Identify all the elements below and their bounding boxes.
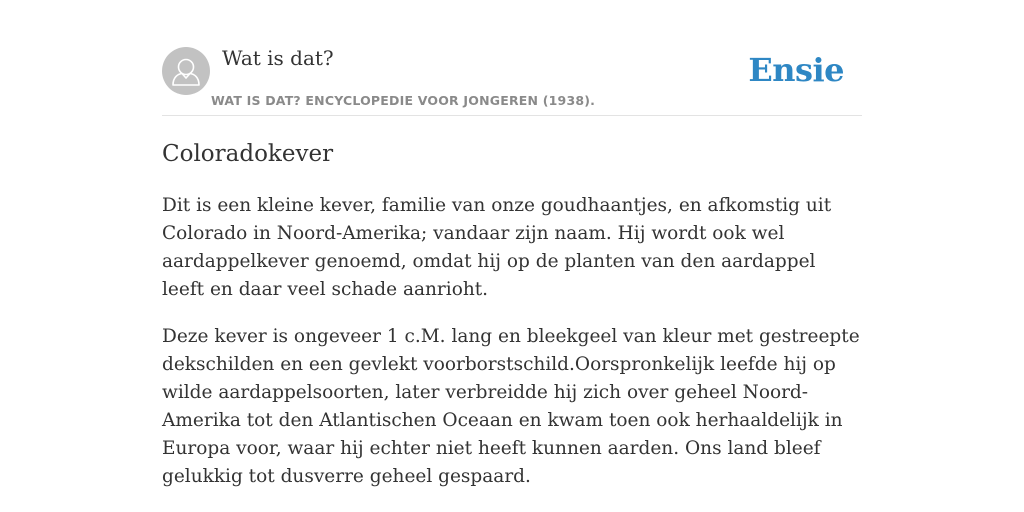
entry-body — [162, 192, 862, 510]
entry-paragraph: Dit is een kleine kever, familie van onze goudhaantjes, en afkomstig uit Colorado in Noord-Amerika; vandaar zijn naam. Hij wordt ook wel aardappelkever genoemd, omdat hij op de planten van den aardappel leeft en daar veel schade aanrioht. — [162, 195, 832, 300]
source-header — [162, 0, 862, 116]
brand-logo[interactable]: Ensie — [748, 51, 844, 89]
page-content — [162, 0, 862, 512]
page-title: Coloradokever — [162, 141, 334, 167]
avatar[interactable] — [162, 47, 210, 95]
entry-paragraph: Deze kever is ongeveer 1 c.M. lang en bleekgeel van kleur met gestreepte dekschilden en een gevlekt voorborstschild.Oorspronkelijk leefde hij op wilde aardappelsoorten, later verbreidde hij zich over geheel Noord-Amerika tot den Atlantischen Oceaan en kwam toen ook herhaaldelijk in Europa voor, waar hij echter niet heeft kunnen aarden. Ons land bleef gelukkig tot dusverre geheel gespaard. — [162, 326, 860, 487]
user-placeholder-icon — [162, 47, 210, 95]
source-title[interactable]: Wat is dat? — [222, 46, 334, 70]
source-subtitle[interactable]: WAT IS DAT? ENCYCLOPEDIE VOOR JONGEREN (1938). — [211, 93, 596, 108]
